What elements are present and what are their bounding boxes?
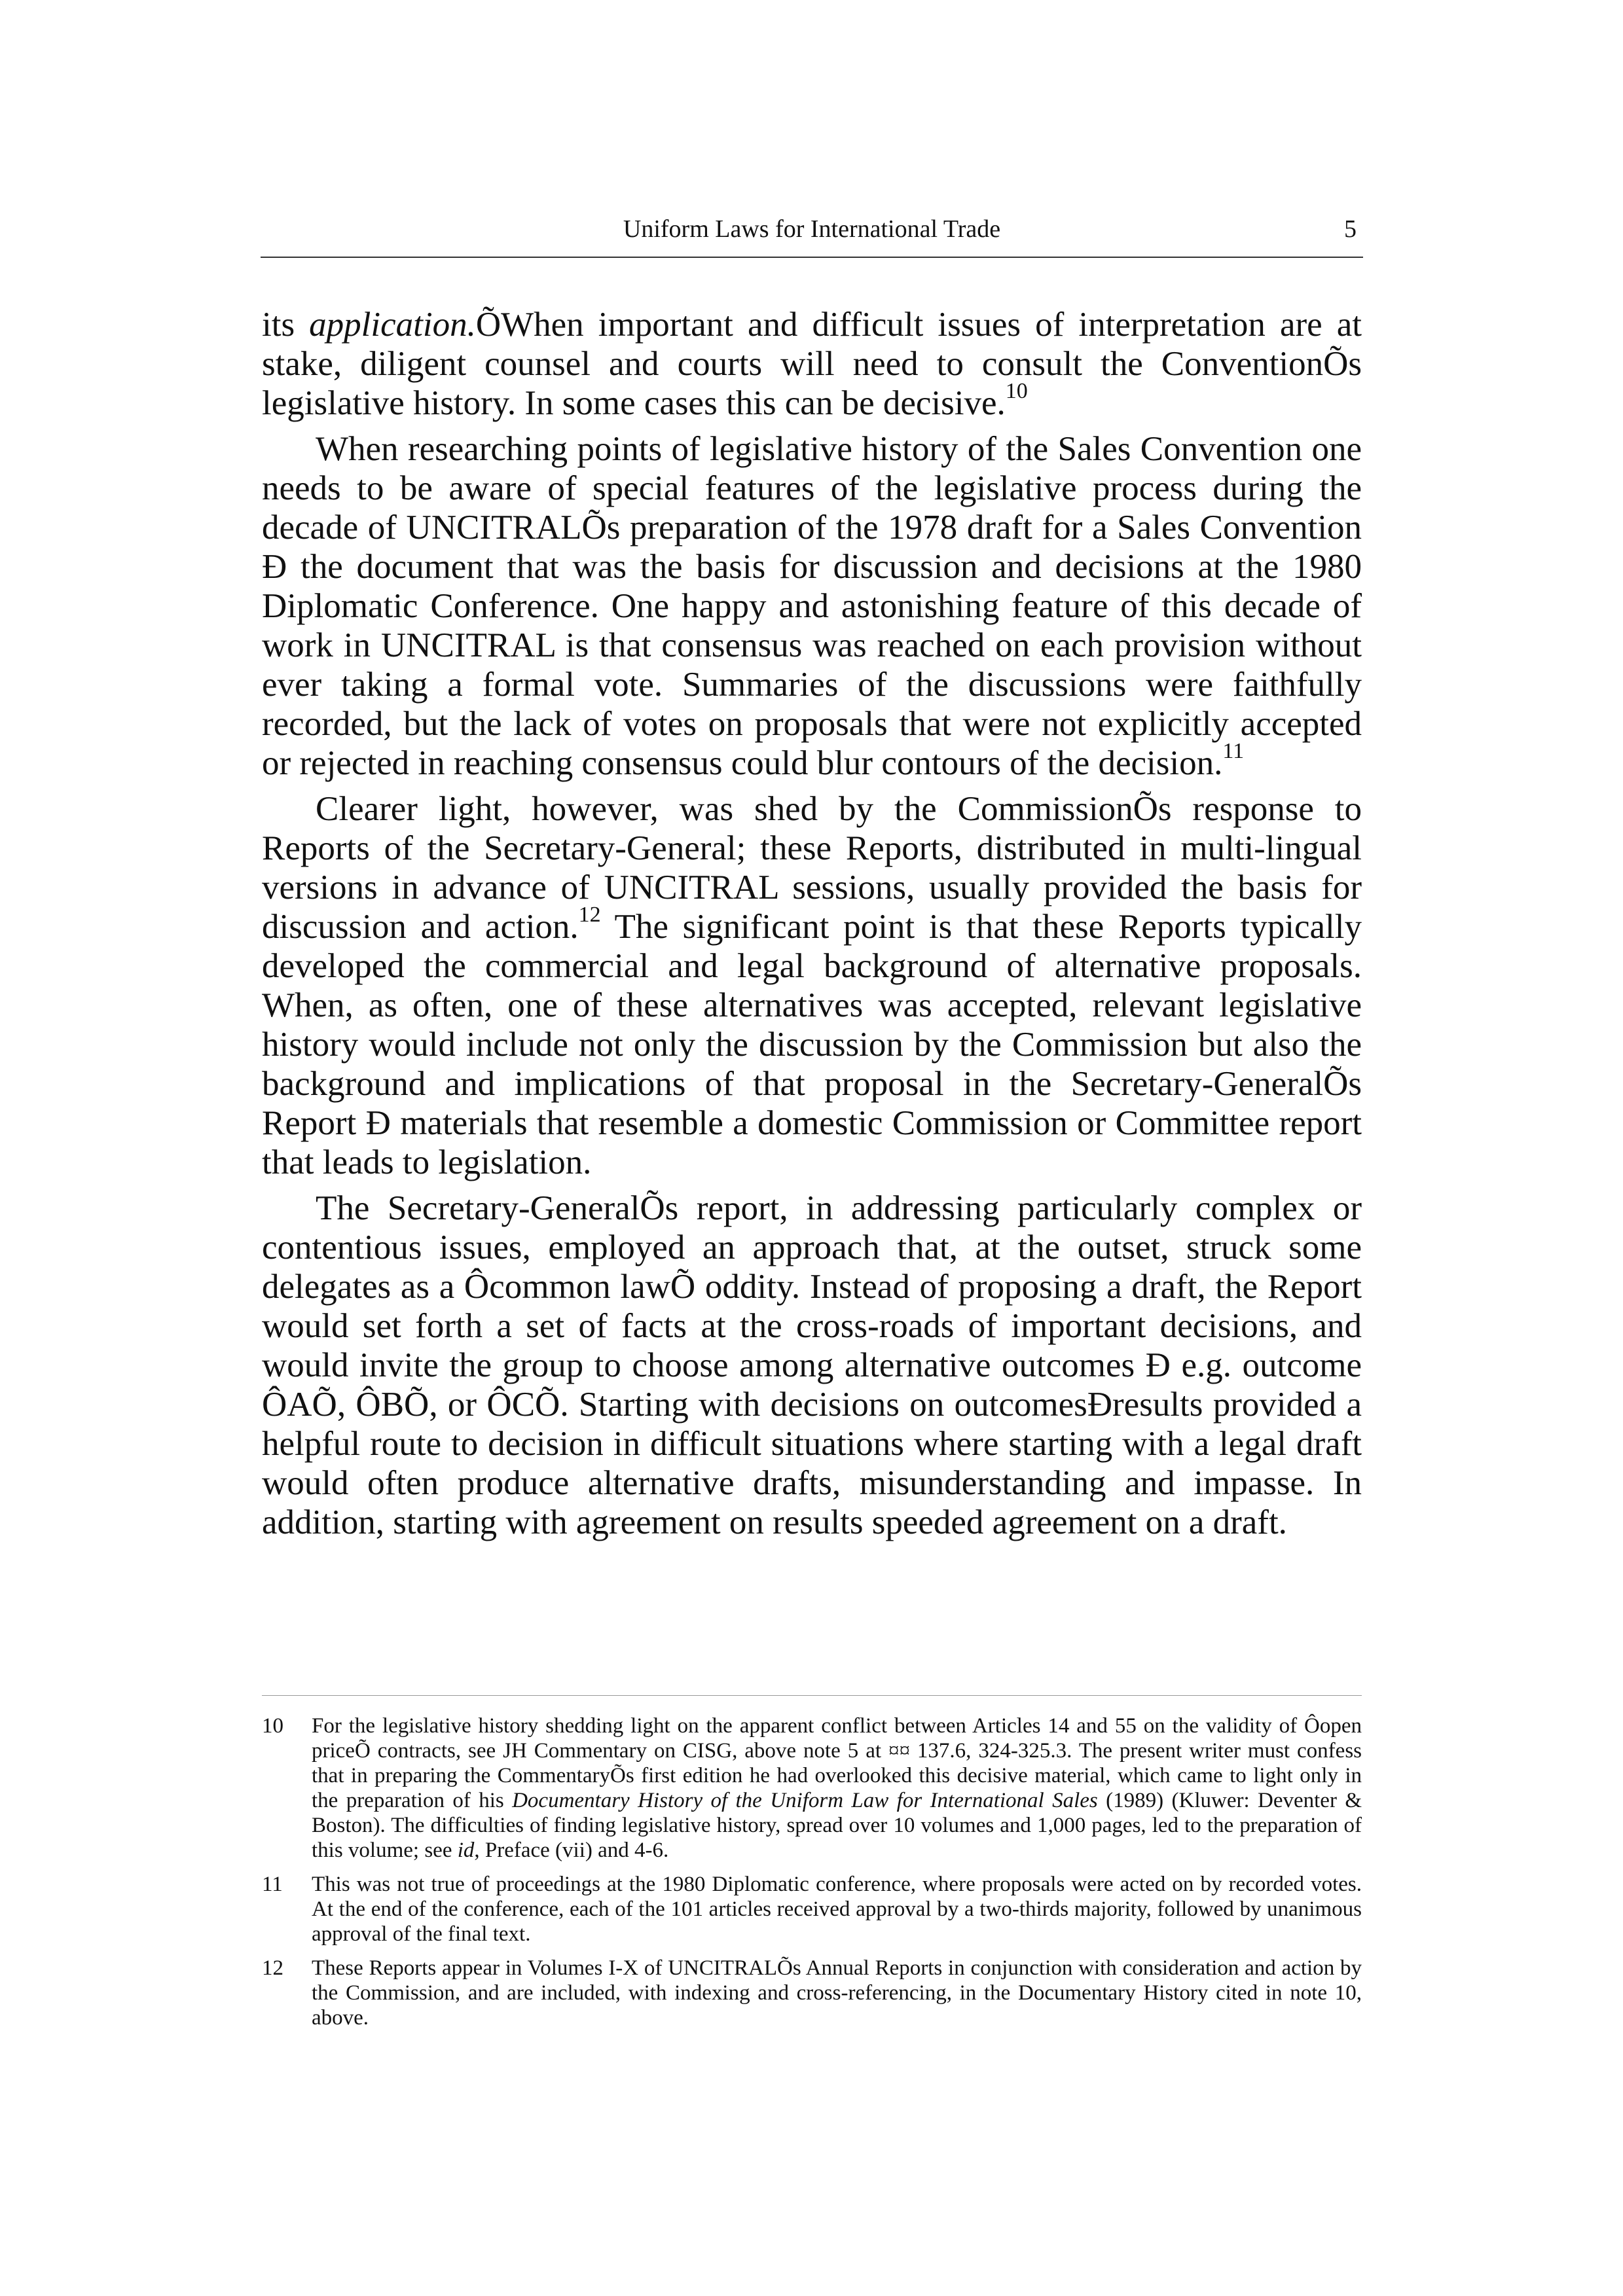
footnote-text-part: , Preface (vii) and 4-6. <box>474 1839 669 1862</box>
footnote-text-part: For the legislative history shedding light on the apparent conflict between Articles 14 and 55 on the validity of Ôopen priceÕ contracts, see JH Commentary on CISG, above note 5 at ¤¤ 137.6, 324-325.3. The present writer must confess that in preparing the CommentaryÕs first edition he had overlooked this decisive material, which came to light only in the preparation of his <box>312 1714 1362 1812</box>
body-text <box>262 305 1362 1549</box>
footnote-divider <box>262 1695 1362 1696</box>
paragraph-legislative-process <box>262 429 1362 783</box>
footnote-number: 12 <box>262 1956 283 1980</box>
footnote-ref-12[interactable]: 12 <box>578 903 601 927</box>
paragraph-text: Clearer light, however, was shed by the CommissionÕs response to Reports of the Secretary-General; these Reports, distributed in multi-lingual versions in advance of UNCITRAL sessions, usually provided the basis for discussion and action. <box>262 790 1362 946</box>
paragraph-text: ÕWhen important and difficult issues of interpretation are at stake, diligent counsel and courts will need to consult the ConventionÕs legislative history. In some cases this can be decisive. <box>262 306 1362 422</box>
footnote-number: 11 <box>262 1873 283 1896</box>
footnote-12 <box>262 1956 1362 2030</box>
paragraph-text: its <box>262 306 310 344</box>
footnote-text-part: (1989) (Kluwer: Deventer & Boston). The difficulties of finding legislative history, spread over 10 volumes and 1,000 pages, led to the preparation of this volume; see <box>312 1789 1362 1862</box>
footnote-text: These Reports appear in Volumes I-X of UNCITRALÕs Annual Reports in conjunction with consideration and action by the Commission, and are included, with indexing and cross-referencing, in the Documentary History cited in note 10, above. <box>312 1956 1362 2030</box>
emphasis-text: application. <box>309 306 476 344</box>
footnotes <box>262 1713 1362 2039</box>
paragraph-text: When researching points of legislative history of the Sales Convention one needs to be aware of special features of the legislative process during the decade of UNCITRALÕs preparation of the 1978 draft for a Sales Convention Ð the document that was the basis for discussion and decisions at the 1980 Diplomatic Conference. One happy and astonishing feature of this decade of work in UNCITRAL is that consensus was reached on each provision without ever taking a formal vote. Summaries of the discussions were faithfully recorded, but the lack of votes on proposals that were not explicitly accepted or rejected in reaching consensus could blur contours of the decision. <box>262 430 1362 782</box>
paragraph-continued <box>262 305 1362 423</box>
page-number: 5 <box>1344 215 1357 243</box>
paragraph-text: The significant point is that these Reports typically developed the commercial and legal background of alternative proposals. When, as often, one of these alternatives was accepted, relevant legislative history would include not only the discussion by the Commission but also the background and implications of that proposal in the Secretary-GeneralÕs Report Ð materials that resemble a domestic Commission or Committee report that leads to legislation. <box>262 908 1362 1181</box>
footnote-text <box>312 1713 1362 1863</box>
footnote-emphasis: Documentary History of the Uniform Law for International Sales <box>512 1789 1098 1812</box>
footnote-ref-11[interactable]: 11 <box>1222 739 1245 764</box>
footnote-10 <box>262 1713 1362 1863</box>
paragraph-secretary-reports <box>262 789 1362 1182</box>
paragraph-secretary-approach <box>262 1189 1362 1542</box>
footnote-number: 10 <box>262 1714 283 1738</box>
running-header <box>261 209 1363 258</box>
footnote-ref-10[interactable]: 10 <box>1005 379 1028 404</box>
running-header-title: Uniform Laws for International Trade <box>623 215 1001 243</box>
footnote-emphasis: id <box>457 1839 475 1862</box>
footnote-11 <box>262 1872 1362 1946</box>
paragraph-text: The Secretary-GeneralÕs report, in addressing particularly complex or contentious issues, employed an approach that, at the outset, struck some delegates as a Ôcommon lawÕ oddity. Instead of proposing a draft, the Report would set forth a set of facts at the cross-roads of important decisions, and would invite the group to choose among alternative outcomes Ð e.g. outcome ÔAÕ, ÔBÕ, or ÔCÕ. Starting with decisions on outcomesÐresults provided a helpful route to decision in difficult situations where starting with a legal draft would often produce alternative drafts, misunderstanding and impasse. In addition, starting with agreement on results speeded agreement on a draft. <box>262 1189 1362 1541</box>
footnote-text: This was not true of proceedings at the 1980 Diplomatic conference, where proposals were acted on by recorded votes. At the end of the conference, each of the 101 articles received approval by a two-thirds majority, followed by unanimous approval of the final text. <box>312 1873 1362 1946</box>
